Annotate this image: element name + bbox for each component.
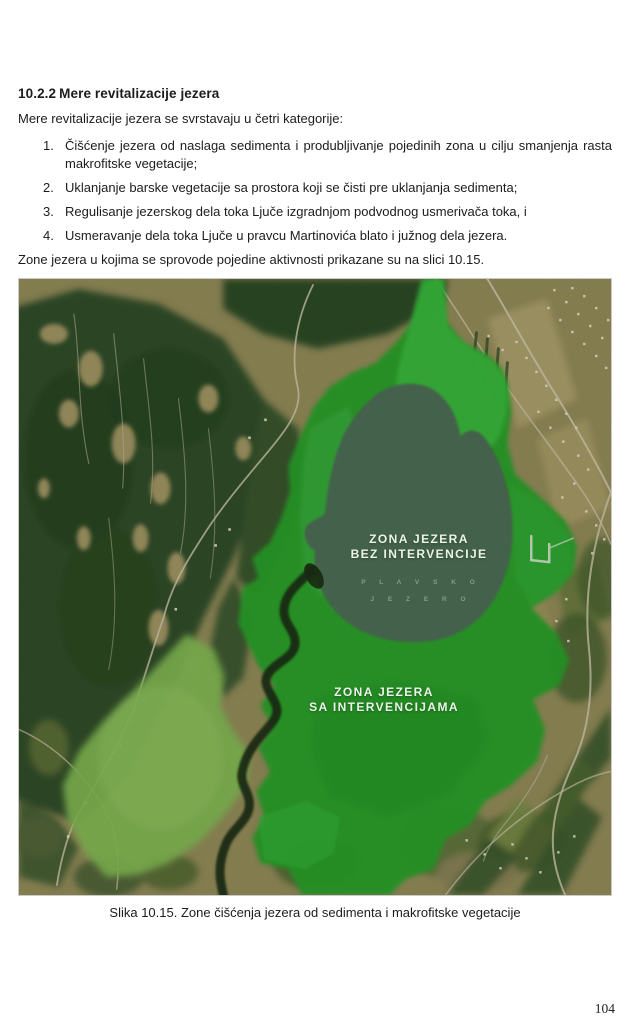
satellite-map-graphic: [19, 279, 611, 895]
intro-paragraph: Mere revitalizacije jezera se svrstavaju u četri kategorije:: [18, 111, 344, 126]
zone-label-line: SA INTERVENCIJAMA: [309, 700, 459, 714]
list-item-number: 1.: [43, 138, 54, 153]
figure-reference-paragraph: Zone jezera u kojima se sprovode pojedine aktivnosti prikazane su na slici 10.15.: [18, 252, 485, 267]
list-item-text: Čišćenje jezera od naslaga sedimenta i produbljivanje pojedinih zona u cilju smanjenja rasta makrofitske vegetacije;: [65, 138, 612, 171]
lake-name-line: P L A V S K O: [361, 579, 481, 586]
list-item: [18, 203, 612, 221]
zone-label-intervention: [309, 685, 459, 715]
lake-name-watermark: [361, 574, 481, 608]
list-item-text: Uklanjanje barske vegetacije sa prostora koji se čisti pre uklanjanja sedimenta;: [65, 180, 518, 195]
list-item-number: 4.: [43, 228, 54, 243]
lake-name-line: J E Z E R O: [370, 596, 472, 603]
zone-label-line: ZONA JEZERA: [334, 685, 434, 699]
measures-list: [18, 137, 612, 245]
list-item: [18, 227, 612, 245]
list-item-number: 2.: [43, 180, 54, 195]
zone-label-no-intervention: [351, 532, 488, 562]
list-item-text: Usmeravanje dela toka Ljuče u pravcu Martinovića blato i južnog dela jezera.: [65, 228, 508, 243]
document-content: [18, 0, 612, 921]
list-item: [18, 137, 612, 173]
list-item-number: 3.: [43, 204, 54, 219]
figure-map: [18, 278, 612, 921]
satellite-map-image: [18, 278, 612, 896]
list-item-text: Regulisanje jezerskog dela toka Ljuče izgradnjom podvodnog usmerivača toka, i: [65, 204, 527, 219]
section-heading: [18, 86, 612, 102]
figure-caption: Slika 10.15. Zone čišćenja jezera od sedimenta i makrofitske vegetacije: [109, 905, 521, 920]
page-number: 104: [594, 1001, 615, 1016]
section-number: 10.2.2: [18, 86, 57, 101]
list-item: [18, 179, 612, 197]
zone-label-line: BEZ INTERVENCIJE: [350, 547, 488, 561]
section-title: Mere revitalizacije jezera: [59, 86, 220, 101]
zone-label-line: ZONA JEZERA: [369, 532, 469, 546]
